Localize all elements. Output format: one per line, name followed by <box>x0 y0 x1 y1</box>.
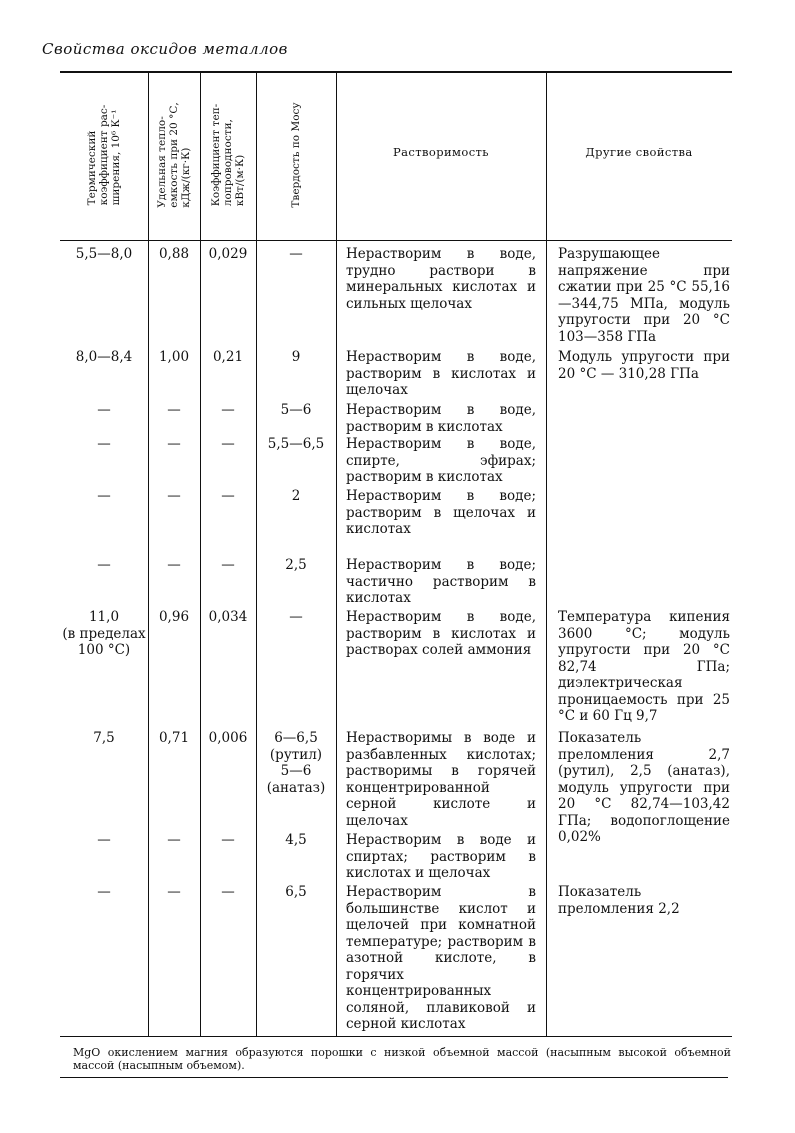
cell-thermal-conductivity: 0,21 <box>212 349 244 365</box>
cell-thermal-expansion: — <box>97 488 111 504</box>
cell-solubility: Нерастворим в воде, растворим в кислотах и растворах солей аммония <box>346 609 536 658</box>
cell-solubility: Нерастворим в воде, спирте, эфирах; растворим в кислотах <box>346 436 536 485</box>
cell-solubility: Нерастворим в воде, трудно раствори в минеральных кислотах и сильных щелочах <box>346 246 536 312</box>
table-bottom-rule <box>60 1036 732 1037</box>
cell-hardness: 5,5—6,5 <box>267 436 325 452</box>
cell-hardness: 6,5 <box>285 884 307 900</box>
cell-thermal-conductivity: 0,006 <box>208 730 248 746</box>
header-specific-heat: Удельная тепло- емкость при 20 °С, кДж/(кг·К) <box>156 102 192 208</box>
cell-thermal-conductivity: — <box>221 402 235 418</box>
cell-hardness: 9 <box>291 349 301 365</box>
cell-solubility: Нерастворим в воде и спиртах; растворим в кислотах и щелочах <box>346 832 536 881</box>
header-rule <box>60 240 732 241</box>
cell-thermal-conductivity: 0,029 <box>208 246 248 262</box>
cell-solubility: Нерастворимы в воде и разбавленных кислотах; растворимы в горячей концентрированной серной кислоте и щелочах <box>346 730 536 829</box>
cell-specific-heat: — <box>167 402 181 418</box>
cell-specific-heat: 0,71 <box>158 730 190 746</box>
cell-hardness: 2,5 <box>285 557 307 573</box>
cell-other-properties: Показатель преломления 2,2 <box>558 884 680 917</box>
cell-other-properties: Разрушающее напряжение при сжатии при 25 °С 55,16—344,75 МПа, модуль упругости при 20 °С 103—358 ГПа <box>558 246 730 345</box>
cell-hardness: 6—6,5 (рутил) 5—6 (анатаз) <box>266 730 326 796</box>
cell-solubility: Нерастворим в воде, растворим в кислотах и щелочах <box>346 349 536 398</box>
cell-thermal-expansion: — <box>97 884 111 900</box>
footnote-rule <box>60 1077 728 1078</box>
column-divider <box>336 71 337 1036</box>
cell-solubility: Нерастворим в воде, растворим в кислотах <box>346 402 536 435</box>
cell-thermal-conductivity: — <box>221 488 235 504</box>
header-thermal-conductivity: Коэффициент теп- лопроводности, кВт/(м·К) <box>210 103 246 207</box>
cell-specific-heat: — <box>167 557 181 573</box>
cell-thermal-conductivity: — <box>221 884 235 900</box>
cell-specific-heat: — <box>167 884 181 900</box>
cell-thermal-expansion: 7,5 <box>93 730 115 746</box>
column-divider <box>546 71 547 1036</box>
cell-specific-heat: 1,00 <box>158 349 190 365</box>
header-hardness: Твердость по Мосу <box>290 102 302 208</box>
cell-specific-heat: — <box>167 488 181 504</box>
top-rule <box>60 71 732 73</box>
cell-thermal-conductivity: 0,034 <box>208 609 248 625</box>
cell-hardness: 2 <box>291 488 301 504</box>
cell-thermal-expansion: — <box>97 436 111 452</box>
page-header: Свойства оксидов металлов <box>42 40 288 58</box>
header-thermal-expansion: Термический коэффициент рас- ширения, 10⁶ К⁻¹ <box>86 104 122 206</box>
cell-hardness: — <box>289 609 303 625</box>
cell-thermal-expansion: 8,0—8,4 <box>75 349 133 365</box>
cell-specific-heat: 0,96 <box>158 609 190 625</box>
cell-specific-heat: — <box>167 832 181 848</box>
cell-hardness: — <box>289 246 303 262</box>
cell-thermal-expansion: — <box>97 402 111 418</box>
header-solubility: Растворимость <box>393 145 489 159</box>
cell-thermal-expansion: 11,0 (в пределах 100 °С) <box>62 609 146 658</box>
cell-other-properties: Температура кипения 3600 °С; модуль упругости при 20 °С 82,74 ГПа; диэлектрическая проницаемость при 25 °С и 60 Гц 9,7 <box>558 609 730 724</box>
cell-other-properties: Модуль упругости при 20 °С — 310,28 ГПа <box>558 349 730 382</box>
cell-thermal-expansion: 5,5—8,0 <box>75 246 133 262</box>
header-other-properties: Другие свойства <box>585 145 693 159</box>
cell-thermal-conductivity: — <box>221 436 235 452</box>
footnote: MgO окислением магния образуются порошки с низкой объемной массой (насыпным высокой объемной массой (насыпным объемом). <box>73 1046 731 1072</box>
cell-hardness: 4,5 <box>285 832 307 848</box>
cell-thermal-expansion: — <box>97 557 111 573</box>
cell-solubility: Нерастворим в большинстве кислот и щелочей при комнатной температуре; растворим в азотной кислоте, в горячих концентрированных соляной, плавиковой и серной кислотах <box>346 884 536 1032</box>
cell-specific-heat: 0,88 <box>158 246 190 262</box>
cell-thermal-conductivity: — <box>221 832 235 848</box>
cell-specific-heat: — <box>167 436 181 452</box>
cell-thermal-conductivity: — <box>221 557 235 573</box>
cell-solubility: Нерастворим в воде; растворим в щелочах и кислотах <box>346 488 536 537</box>
cell-thermal-expansion: — <box>97 832 111 848</box>
cell-solubility: Нерастворим в воде; частично растворим в кислотах <box>346 557 536 606</box>
cell-hardness: 5—6 <box>280 402 312 418</box>
cell-other-properties: Показатель преломления 2,7 (рутил), 2,5 (анатаз), модуль упругости при 20 °С 82,74—103,42 ГПа; водопоглощение 0,02% <box>558 730 730 845</box>
